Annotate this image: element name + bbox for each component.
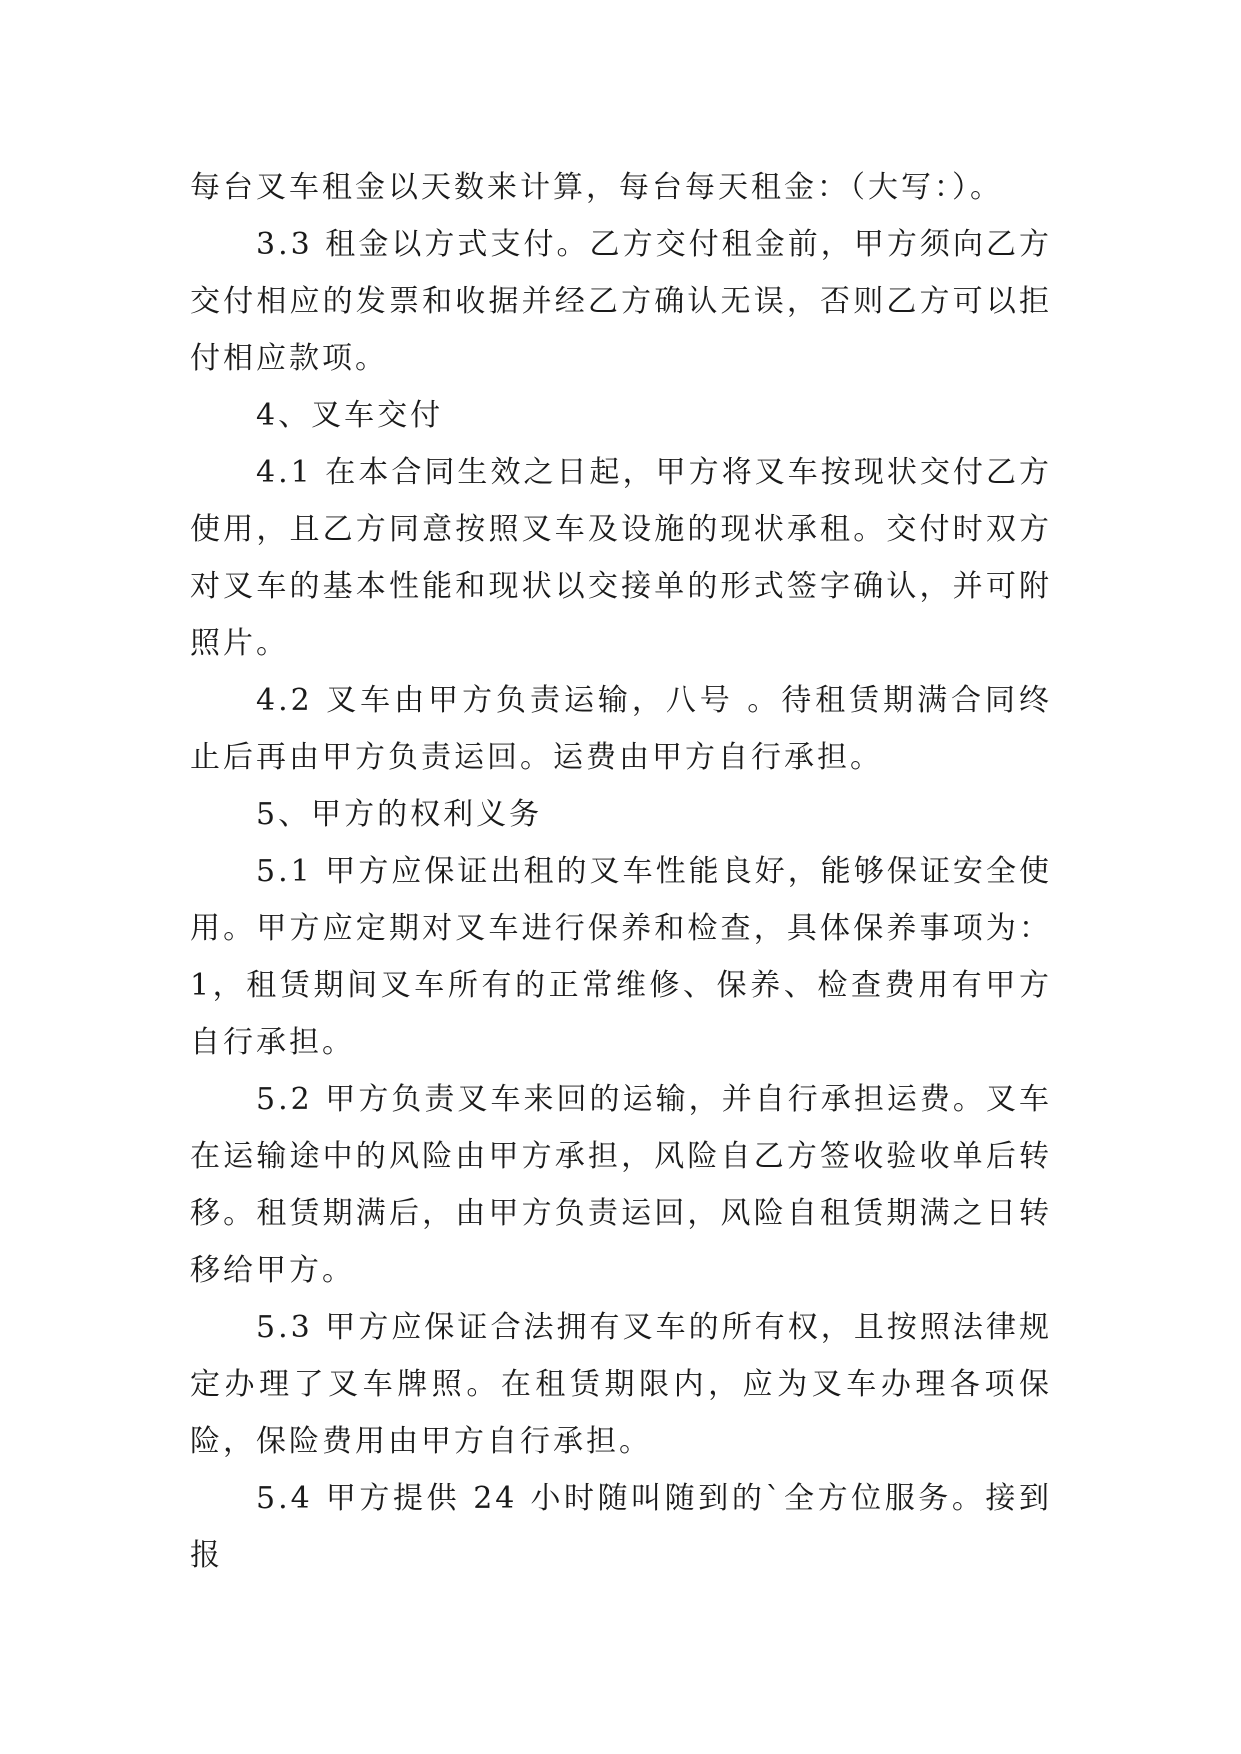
paragraph-5-3-ownership: 5.3 甲方应保证合法拥有叉车的所有权，且按照法律规定办理了叉车牌照。在租赁期限内，应为叉车办理各项保险，保险费用由甲方自行承担。 — [190, 1310, 1052, 1459]
section-heading-4-delivery: 4、叉车交付 — [256, 398, 444, 433]
paragraph-5-2-transport-risk: 5.2 甲方负责叉车来回的运输，并自行承担运费。叉车在运输途中的风险由甲方承担，风险自乙方签收验收单后转移。租赁期满后，由甲方负责运回，风险自租赁期满之日转移给甲方。 — [190, 1082, 1052, 1288]
section-heading-5-lessor-rights: 5、甲方的权利义务 — [256, 797, 543, 832]
paragraph-4-1-delivery: 4.1 在本合同生效之日起，甲方将叉车按现状交付乙方使用，且乙方同意按照叉车及设施的现状承租。交付时双方对叉车的基本性能和现状以交接单的形式签字确认，并可附照片。 — [190, 455, 1052, 661]
paragraph-5-4-service: 5.4 甲方提供 24 小时随叫随到的`全方位服务。接到报 — [190, 1481, 1052, 1573]
paragraph-3-3-payment: 3.3 租金以方式支付。乙方交付租金前，甲方须向乙方交付相应的发票和收据并经乙方确认无误，否则乙方可以拒付相应款项。 — [190, 227, 1052, 376]
paragraph-4-2-transport: 4.2 叉车由甲方负责运输，八号 。待租赁期满合同终止后再由甲方负责运回。运费由甲方自行承担。 — [190, 683, 1052, 775]
paragraph-rent-calculation: 每台叉车租金以天数来计算，每台每天租金：（大写：）。 — [190, 170, 1003, 205]
paragraph-5-1-maintenance: 5.1 甲方应保证出租的叉车性能良好，能够保证安全使用。甲方应定期对叉车进行保养和检查，具体保养事项为：1，租赁期间叉车所有的正常维修、保养、检查费用有甲方自行承担。 — [190, 854, 1052, 1060]
document-body — [190, 159, 1052, 1584]
